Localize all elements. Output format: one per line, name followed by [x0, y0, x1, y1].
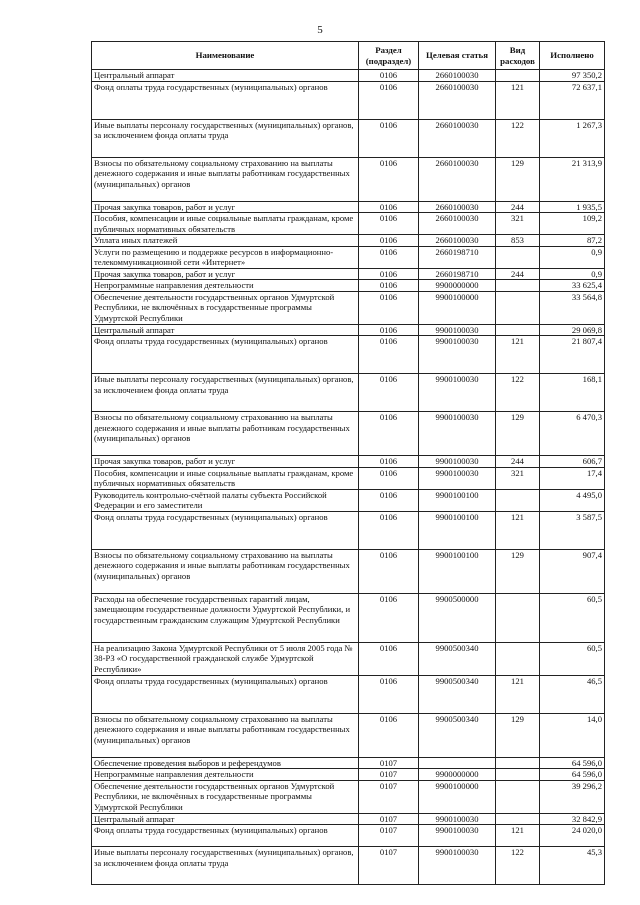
- table-row: [92, 246, 605, 268]
- cell-section: 0106: [359, 280, 419, 292]
- cell-expense-type: 121: [496, 675, 540, 713]
- table-row: [92, 549, 605, 593]
- cell-article: 9900500000: [419, 593, 496, 642]
- cell-article: 2660198710: [419, 246, 496, 268]
- cell-expense-type: [496, 280, 540, 292]
- table-row: [92, 813, 605, 825]
- cell-name: На реализацию Закона Удмуртской Республики от 5 июля 2005 года № 38-РЗ «О государственной гражданской службе Удмуртской Республики»: [92, 642, 359, 675]
- table-row: [92, 280, 605, 292]
- cell-expense-type: 321: [496, 213, 540, 235]
- cell-executed: 24 020,0: [540, 825, 605, 847]
- header-name: Наименование: [92, 42, 359, 70]
- cell-executed: 0,9: [540, 268, 605, 280]
- cell-name: Обеспечение деятельности государственных органов Удмуртской Республики, не включённых в государственные программы Удмуртской Республики: [92, 780, 359, 813]
- cell-article: 9900100030: [419, 336, 496, 374]
- cell-expense-type: [496, 642, 540, 675]
- cell-expense-type: 244: [496, 456, 540, 468]
- cell-name: Расходы на обеспечение государственных гарантий лицам, замещающим государственные должности Удмуртской Республики, и государственным гражданским служащим Удмуртской Республики: [92, 593, 359, 642]
- cell-article: 9900100100: [419, 549, 496, 593]
- table-row: [92, 593, 605, 642]
- cell-section: 0106: [359, 157, 419, 201]
- cell-expense-type: [496, 246, 540, 268]
- cell-expense-type: 121: [496, 825, 540, 847]
- table-row: [92, 291, 605, 324]
- cell-name: Взносы по обязательному социальному страхованию на выплаты денежного содержания и иные выплаты работникам государственных (муниципальных) органов: [92, 713, 359, 757]
- cell-article: 9900500340: [419, 675, 496, 713]
- cell-name: Взносы по обязательному социальному страхованию на выплаты денежного содержания и иные выплаты работникам государственных (муниципальных) органов: [92, 549, 359, 593]
- budget-execution-table: [91, 41, 605, 885]
- cell-name: Взносы по обязательному социальному страхованию на выплаты денежного содержания и иные выплаты работникам государственных (муниципальных) органов: [92, 412, 359, 456]
- table-row: [92, 268, 605, 280]
- cell-name: Фонд оплаты труда государственных (муниципальных) органов: [92, 81, 359, 119]
- cell-article: 9900100030: [419, 825, 496, 847]
- cell-article: 2660100030: [419, 157, 496, 201]
- cell-article: 2660100030: [419, 70, 496, 82]
- cell-executed: 32 842,9: [540, 813, 605, 825]
- cell-expense-type: 121: [496, 336, 540, 374]
- cell-name: Прочая закупка товаров, работ и услуг: [92, 268, 359, 280]
- cell-expense-type: 122: [496, 847, 540, 885]
- cell-name: Фонд оплаты труда государственных (муниципальных) органов: [92, 511, 359, 549]
- cell-article: 9900100100: [419, 489, 496, 511]
- cell-executed: 1 267,3: [540, 119, 605, 157]
- header-executed: Исполнено: [540, 42, 605, 70]
- cell-expense-type: 122: [496, 119, 540, 157]
- cell-executed: 46,5: [540, 675, 605, 713]
- cell-executed: 45,3: [540, 847, 605, 885]
- cell-executed: 3 587,5: [540, 511, 605, 549]
- cell-article: 2660100030: [419, 119, 496, 157]
- cell-expense-type: 244: [496, 201, 540, 213]
- cell-article: 9900100030: [419, 813, 496, 825]
- cell-expense-type: 129: [496, 549, 540, 593]
- cell-section: 0106: [359, 675, 419, 713]
- cell-expense-type: [496, 757, 540, 769]
- cell-executed: 64 596,0: [540, 769, 605, 781]
- table-row: [92, 847, 605, 885]
- cell-article: 9900100030: [419, 847, 496, 885]
- table-row: [92, 119, 605, 157]
- table-row: [92, 157, 605, 201]
- cell-article: 2660100030: [419, 213, 496, 235]
- cell-name: Обеспечение деятельности государственных органов Удмуртской Республики, не включённых в государственные программы Удмуртской Республики: [92, 291, 359, 324]
- cell-article: 9900100030: [419, 374, 496, 412]
- cell-executed: 39 296,2: [540, 780, 605, 813]
- header-expense-type: Вид расходов: [496, 42, 540, 70]
- cell-section: 0106: [359, 467, 419, 489]
- cell-section: 0106: [359, 642, 419, 675]
- cell-expense-type: 244: [496, 268, 540, 280]
- cell-section: 0106: [359, 213, 419, 235]
- cell-name: Руководитель контрольно-счётной палаты субъекта Российской Федерации и его заместители: [92, 489, 359, 511]
- cell-executed: 17,4: [540, 467, 605, 489]
- cell-name: Иные выплаты персоналу государственных (муниципальных) органов, за исключением фонда оплаты труда: [92, 847, 359, 885]
- table-row: [92, 70, 605, 82]
- cell-article: 2660100030: [419, 201, 496, 213]
- cell-executed: 0,9: [540, 246, 605, 268]
- cell-name: Непрограммные направления деятельности: [92, 769, 359, 781]
- cell-name: Пособия, компенсации и иные социальные выплаты гражданам, кроме публичных нормативных обязательств: [92, 213, 359, 235]
- cell-article: [419, 757, 496, 769]
- table-row: [92, 336, 605, 374]
- header-article: Целевая статья: [419, 42, 496, 70]
- cell-section: 0106: [359, 119, 419, 157]
- cell-article: 2660100030: [419, 81, 496, 119]
- table-row: [92, 489, 605, 511]
- cell-expense-type: 121: [496, 511, 540, 549]
- table-row: [92, 412, 605, 456]
- cell-section: 0106: [359, 456, 419, 468]
- cell-section: 0107: [359, 813, 419, 825]
- cell-section: 0106: [359, 549, 419, 593]
- cell-name: Фонд оплаты труда государственных (муниципальных) органов: [92, 675, 359, 713]
- cell-article: 9900100000: [419, 780, 496, 813]
- cell-executed: 168,1: [540, 374, 605, 412]
- table-row: [92, 511, 605, 549]
- cell-expense-type: [496, 291, 540, 324]
- cell-article: 9900100030: [419, 456, 496, 468]
- cell-executed: 97 350,2: [540, 70, 605, 82]
- cell-expense-type: [496, 813, 540, 825]
- cell-name: Центральный аппарат: [92, 70, 359, 82]
- cell-article: 9900000000: [419, 769, 496, 781]
- cell-expense-type: 121: [496, 81, 540, 119]
- table-row: [92, 780, 605, 813]
- cell-article: 9900500340: [419, 713, 496, 757]
- cell-section: 0106: [359, 489, 419, 511]
- table-row: [92, 213, 605, 235]
- cell-section: 0106: [359, 511, 419, 549]
- cell-expense-type: 129: [496, 713, 540, 757]
- cell-name: Прочая закупка товаров, работ и услуг: [92, 201, 359, 213]
- table-row: [92, 769, 605, 781]
- cell-article: 9900500340: [419, 642, 496, 675]
- table-row: [92, 825, 605, 847]
- cell-executed: 109,2: [540, 213, 605, 235]
- table-header-row: [92, 42, 605, 70]
- cell-executed: 606,7: [540, 456, 605, 468]
- cell-section: 0106: [359, 235, 419, 247]
- table-row: [92, 456, 605, 468]
- page-number: 5: [317, 24, 323, 36]
- cell-executed: 33 564,8: [540, 291, 605, 324]
- cell-section: 0106: [359, 593, 419, 642]
- cell-name: Услуги по размещению и поддержке ресурсов в информационно-телекоммуникационной сети «Интернет»: [92, 246, 359, 268]
- cell-section: 0106: [359, 291, 419, 324]
- cell-expense-type: [496, 70, 540, 82]
- cell-executed: 72 637,1: [540, 81, 605, 119]
- cell-executed: 64 596,0: [540, 757, 605, 769]
- cell-section: 0106: [359, 81, 419, 119]
- cell-name: Иные выплаты персоналу государственных (муниципальных) органов, за исключением фонда оплаты труда: [92, 119, 359, 157]
- cell-name: Фонд оплаты труда государственных (муниципальных) органов: [92, 336, 359, 374]
- cell-article: 9900100030: [419, 412, 496, 456]
- table-row: [92, 467, 605, 489]
- cell-section: 0107: [359, 847, 419, 885]
- cell-executed: 21 313,9: [540, 157, 605, 201]
- cell-expense-type: 853: [496, 235, 540, 247]
- cell-name: Прочая закупка товаров, работ и услуг: [92, 456, 359, 468]
- cell-expense-type: 122: [496, 374, 540, 412]
- cell-executed: 907,4: [540, 549, 605, 593]
- cell-executed: 6 470,3: [540, 412, 605, 456]
- cell-name: Уплата иных платежей: [92, 235, 359, 247]
- cell-name: Обеспечение проведения выборов и референдумов: [92, 757, 359, 769]
- cell-article: 9900100000: [419, 291, 496, 324]
- cell-name: Пособия, компенсации и иные социальные выплаты гражданам, кроме публичных нормативных обязательств: [92, 467, 359, 489]
- cell-section: 0107: [359, 825, 419, 847]
- cell-section: 0107: [359, 769, 419, 781]
- cell-name: Центральный аппарат: [92, 813, 359, 825]
- cell-article: 9900000000: [419, 280, 496, 292]
- cell-name: Иные выплаты персоналу государственных (муниципальных) органов, за исключением фонда оплаты труда: [92, 374, 359, 412]
- cell-section: 0106: [359, 70, 419, 82]
- table-row: [92, 757, 605, 769]
- cell-article: 2660198710: [419, 268, 496, 280]
- cell-section: 0107: [359, 780, 419, 813]
- cell-executed: 21 807,4: [540, 336, 605, 374]
- cell-executed: 60,5: [540, 593, 605, 642]
- header-section: Раздел (подраздел): [359, 42, 419, 70]
- cell-expense-type: [496, 324, 540, 336]
- table-row: [92, 675, 605, 713]
- cell-executed: 14,0: [540, 713, 605, 757]
- cell-section: 0106: [359, 713, 419, 757]
- cell-expense-type: 129: [496, 157, 540, 201]
- cell-section: 0106: [359, 336, 419, 374]
- cell-article: 9900100030: [419, 467, 496, 489]
- table-row: [92, 235, 605, 247]
- cell-article: 9900100030: [419, 324, 496, 336]
- table-row: [92, 201, 605, 213]
- cell-section: 0106: [359, 268, 419, 280]
- cell-executed: 87,2: [540, 235, 605, 247]
- cell-expense-type: [496, 769, 540, 781]
- table-row: [92, 374, 605, 412]
- cell-section: 0106: [359, 412, 419, 456]
- cell-section: 0106: [359, 201, 419, 213]
- cell-section: 0106: [359, 374, 419, 412]
- cell-executed: 29 069,8: [540, 324, 605, 336]
- cell-section: 0107: [359, 757, 419, 769]
- cell-section: 0106: [359, 246, 419, 268]
- table-row: [92, 324, 605, 336]
- cell-name: Центральный аппарат: [92, 324, 359, 336]
- cell-executed: 4 495,0: [540, 489, 605, 511]
- cell-expense-type: [496, 780, 540, 813]
- cell-name: Фонд оплаты труда государственных (муниципальных) органов: [92, 825, 359, 847]
- cell-name: Непрограммные направления деятельности: [92, 280, 359, 292]
- cell-expense-type: [496, 489, 540, 511]
- cell-section: 0106: [359, 324, 419, 336]
- cell-expense-type: [496, 593, 540, 642]
- cell-expense-type: 129: [496, 412, 540, 456]
- cell-name: Взносы по обязательному социальному страхованию на выплаты денежного содержания и иные выплаты работникам государственных (муниципальных) органов: [92, 157, 359, 201]
- cell-executed: 60,5: [540, 642, 605, 675]
- cell-article: 2660100030: [419, 235, 496, 247]
- cell-article: 9900100100: [419, 511, 496, 549]
- cell-executed: 33 625,4: [540, 280, 605, 292]
- cell-expense-type: 321: [496, 467, 540, 489]
- table-row: [92, 642, 605, 675]
- table-row: [92, 713, 605, 757]
- cell-executed: 1 935,5: [540, 201, 605, 213]
- table-row: [92, 81, 605, 119]
